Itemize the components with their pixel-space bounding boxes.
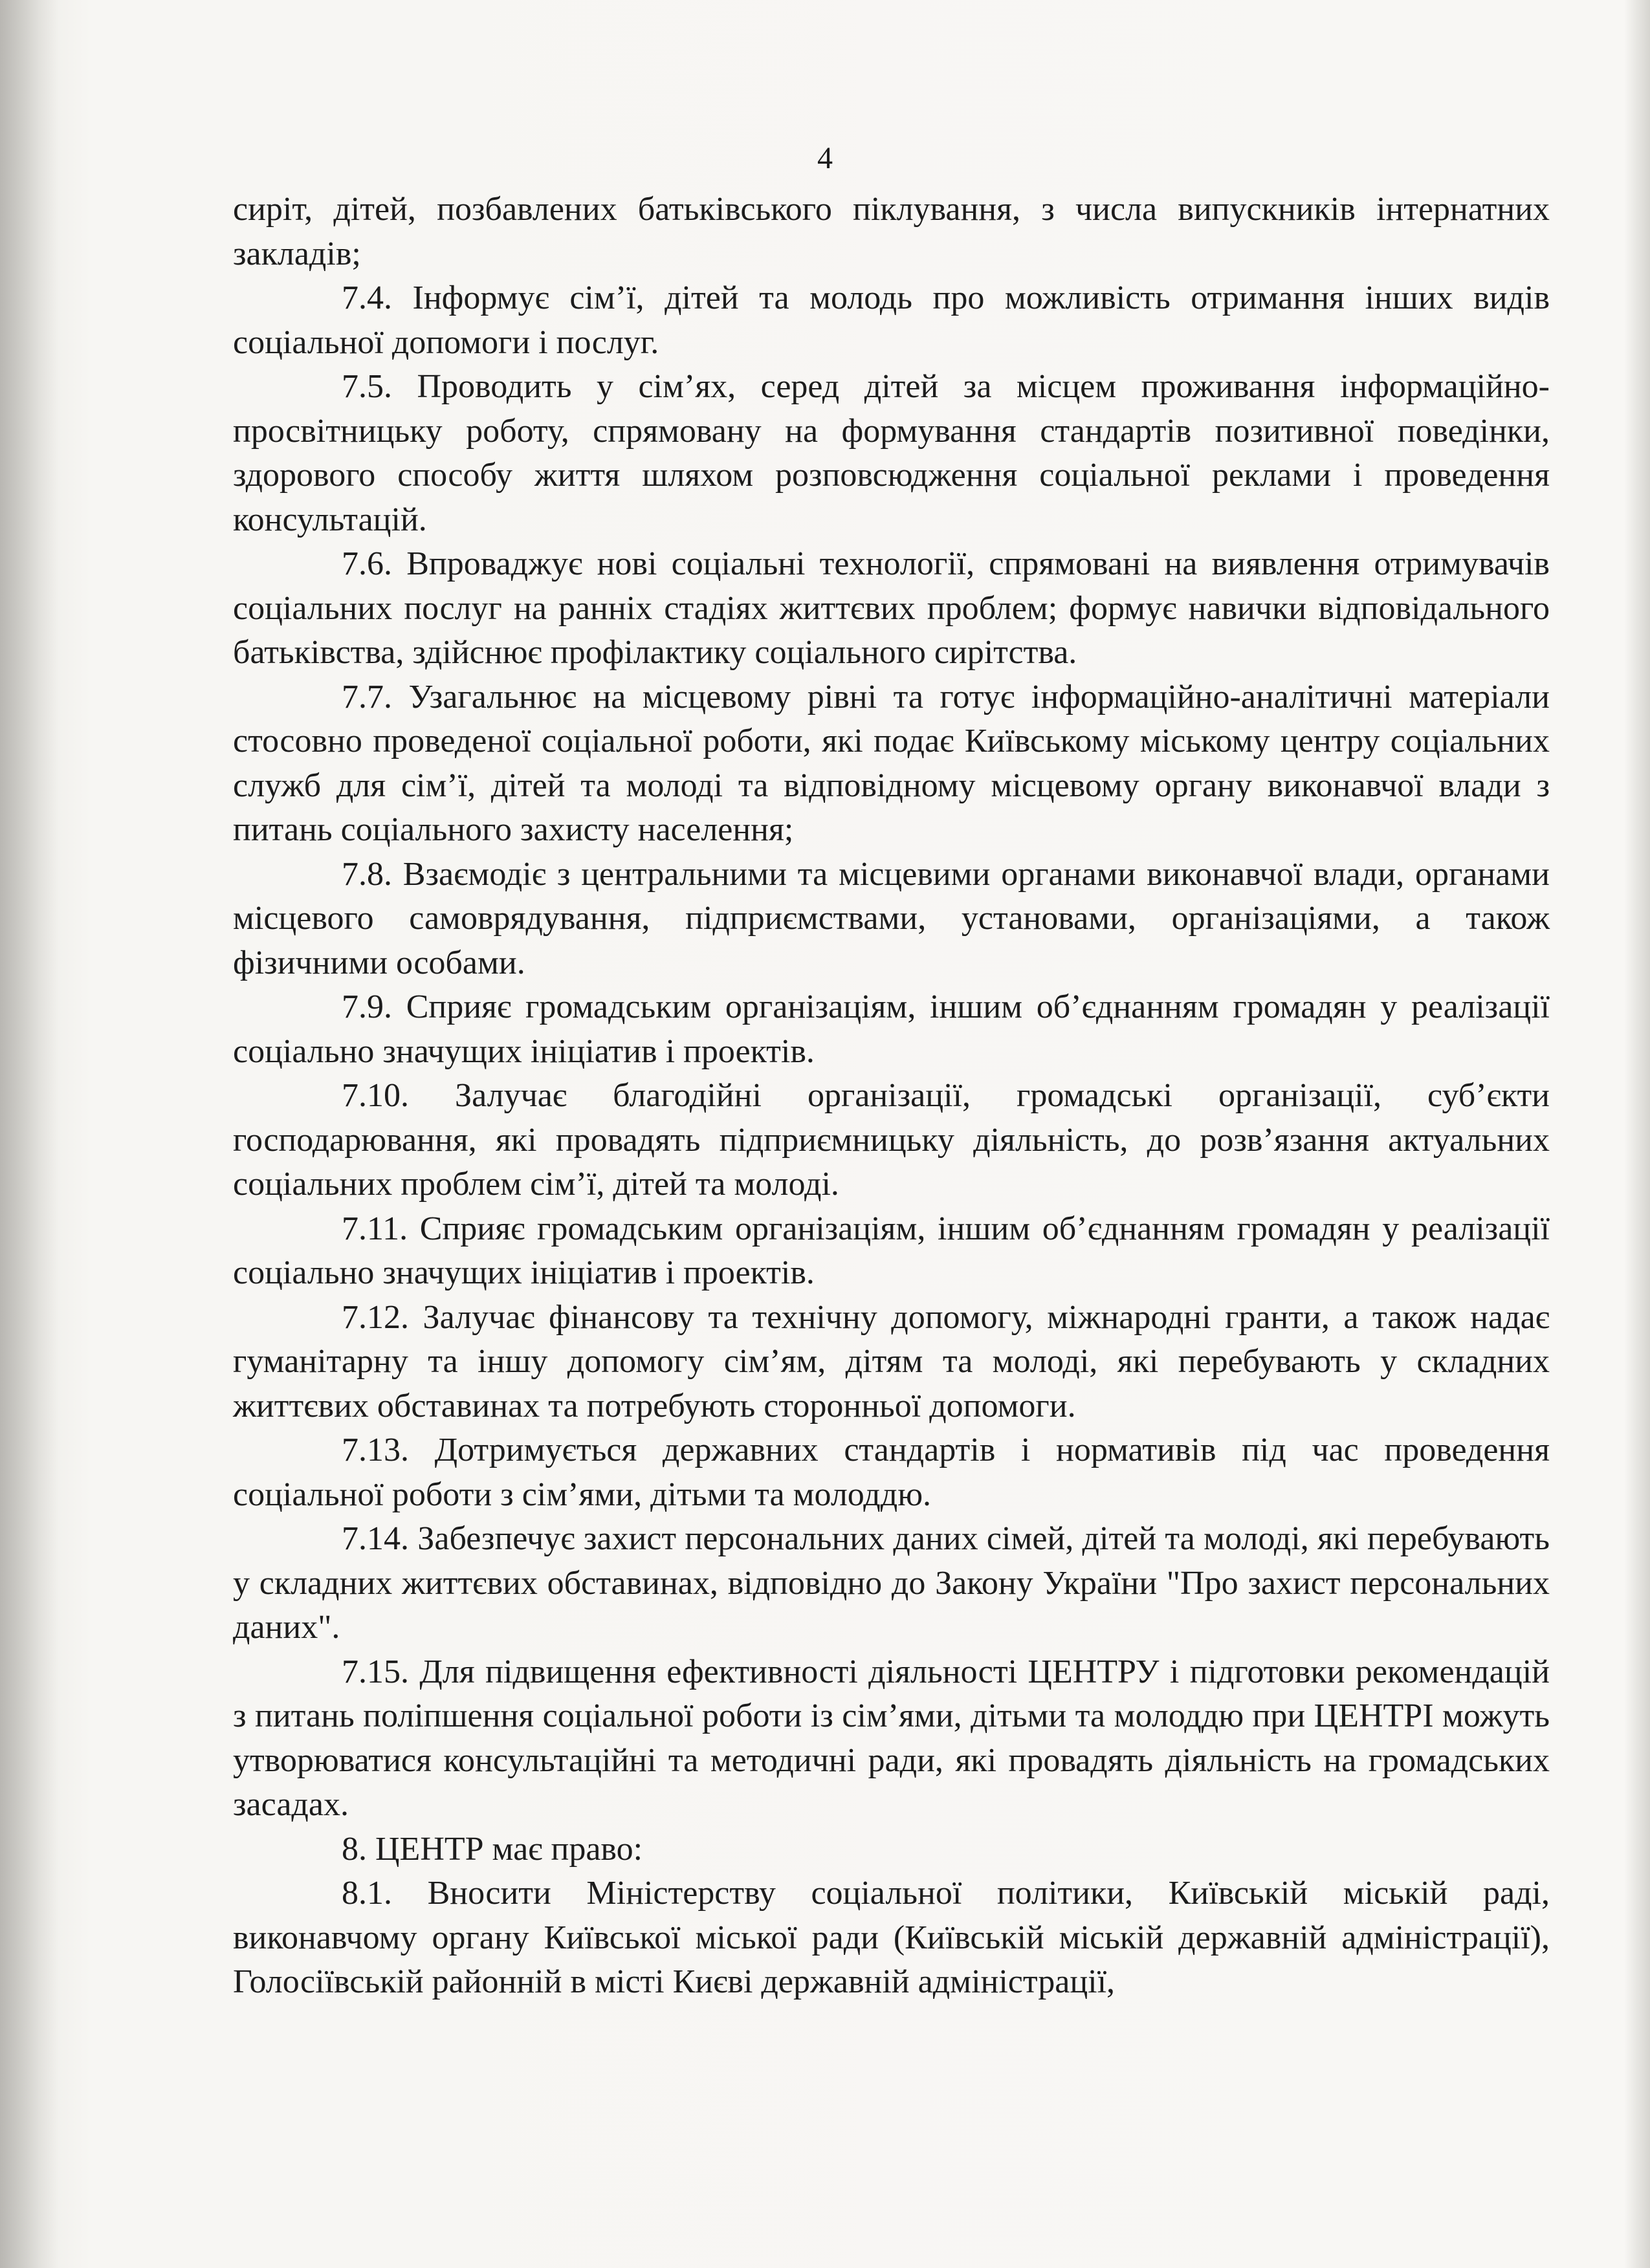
binding-shadow	[0, 0, 58, 2268]
paragraph-7-15: 7.15. Для підвищення ефективності діяльності ЦЕНТРУ і підготовки рекомендацій з питань поліпшення соціальної роботи із сім’ями, дітьми та молоддю при ЦЕНТРІ можуть утворюватися консультаційні та методичні ради, які провадять діяльність на громадських засадах.	[233, 1653, 1550, 1823]
paragraph-7-10: 7.10. Залучає благодійні організації, громадські організації, суб’єкти господарювання, які провадять підприємницьку діяльність, до розв’язання актуальних соціальних проблем сім’ї, дітей та молоді.	[233, 1077, 1550, 1203]
paragraph-7-4: 7.4. Інформує сім’ї, дітей та молодь про можливість отримання інших видів соціальної допомоги і послуг.	[233, 279, 1550, 361]
paragraph-8: 8. ЦЕНТР має право:	[342, 1830, 643, 1868]
paragraph-7-11: 7.11. Сприяє громадським організаціям, іншим об’єднанням громадян у реалізації соціально значущих ініціатив і проектів.	[233, 1210, 1550, 1291]
paragraph-8-1: 8.1. Вносити Міністерству соціальної політики, Київській міській раді, виконавчому органу Київської міської ради (Київській міській державній адміністрації), Голосіївській районній в місті Києві державній адміністрації,	[233, 1875, 1550, 2000]
document-body	[233, 188, 1550, 2005]
paragraph-7-7: 7.7. Узагальнює на місцевому рівні та готує інформаційно-аналітичні матеріали стосовно проведеної соціальної роботи, які подає Київському міському центру соціальних служб для сім’ї, дітей та молоді та відповідному місцевому органу виконавчої влади з питань соціального захисту населення;	[233, 678, 1550, 848]
paragraph-continuation: сиріт, дітей, позбавлених батьківського піклування, з числа випускників інтернатних закладів;	[233, 191, 1550, 272]
page-edge-shadow	[1624, 0, 1650, 2268]
paragraph-7-14: 7.14. Забезпечує захист персональних даних сімей, дітей та молоді, які перебувають у складних життєвих обставинах, відповідно до Закону України "Про захист персональних даних".	[233, 1520, 1550, 1646]
paragraph-7-6: 7.6. Впроваджує нові соціальні технології, спрямовані на виявлення отримувачів соціальних послуг на ранніх стадіях життєвих проблем; формує навички відповідального батьківства, здійснює профілактику соціального сирітства.	[233, 545, 1550, 671]
paragraph-7-8: 7.8. Взаємодіє з центральними та місцевими органами виконавчої влади, органами місцевого самоврядування, підприємствами, установами, організаціями, а також фізичними особами.	[233, 855, 1550, 981]
paragraph-7-12: 7.12. Залучає фінансову та технічну допомогу, міжнародні гранти, а також надає гуманітарну та іншу допомогу сім’ям, дітям та молоді, які перебувають у складних життєвих обставинах та потребують сторонньої допомоги.	[233, 1298, 1550, 1424]
paragraph-7-13: 7.13. Дотримується державних стандартів і нормативів під час проведення соціальної роботи з сім’ями, дітьми та молоддю.	[233, 1432, 1550, 1513]
paragraph-7-5: 7.5. Проводить у сім’ях, серед дітей за місцем проживання інформаційно-просвітницьку роботу, спрямовану на формування стандартів позитивної поведінки, здорового способу життя шляхом розповсюдження соціальної реклами і проведення консультацій.	[233, 368, 1550, 538]
page-number: 4	[817, 141, 833, 175]
paragraph-7-9: 7.9. Сприяє громадським організаціям, іншим об’єднанням громадян у реалізації соціально значущих ініціатив і проектів.	[233, 988, 1550, 1070]
